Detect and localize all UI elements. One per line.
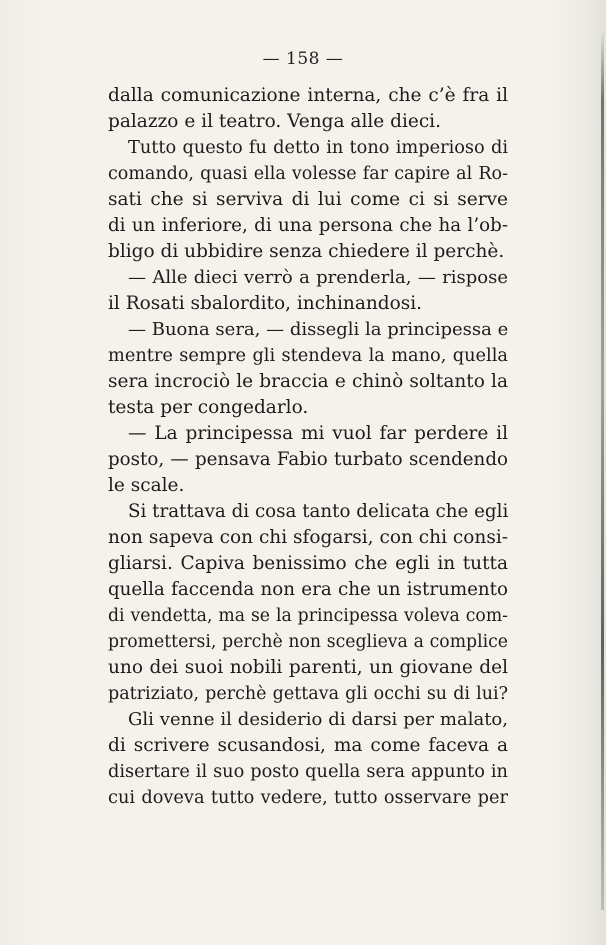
text-line: patriziato, perchè gettava gli occhi su di lui? [108,684,508,704]
text-line: mentre sempre gli stendeva la mano, quella [108,346,508,366]
text-line: gliarsi. Capiva benissimo che egli in tutta [108,553,508,574]
text-line: Tutto questo fu detto in tono imperioso di [128,138,508,158]
text-line: di scrivere scusandosi, ma come faceva a [108,735,508,756]
page-number: — 158 — [262,49,344,69]
text-line: — Buona sera, — dissegli la principessa e [128,319,509,340]
text-line: sati che si serviva di lui come ci si serve [108,189,508,210]
text-line: — Alle dieci verrò a prenderla, — rispose [128,267,508,288]
text-line: promettersi, perchè non sceglieva a complice [108,632,508,652]
text-line: disertare il suo posto quella sera appunto in [108,762,508,782]
text-line: dalla comunicazione interna, che c’è fra il [108,85,508,106]
text-line: cui doveva tutto vedere, tutto osservare per [108,788,508,808]
text-line: Gli venne il desiderio di darsi per malato, [128,709,508,730]
text-line: le scale. [108,475,185,496]
text-line: posto, — pensava Fabio turbato scendendo [108,449,508,470]
text-line: palazzo e il teatro. Venga alle dieci. [108,111,441,132]
text-line: Si trattava di cosa tanto delicata che egli [128,501,509,522]
body-text [108,83,508,811]
text-line: bligo di ubbidire senza chiedere il perchè. [108,241,505,262]
text-line: sera incrociò le braccia e chinò soltanto la [108,371,508,392]
text-line: di un inferiore, di una persona che ha l’ob- [108,215,508,236]
text-line: — La principessa mi vuol far perdere il [128,423,508,444]
text-line: il Rosati sbalordito, inchinandosi. [108,293,423,314]
text-line: testa per congedarlo. [108,397,309,418]
text-line: di vendetta, ma se la principessa voleva com- [108,606,508,626]
text-line: non sapeva con chi sfogarsi, con chi consi- [108,527,508,548]
text-line: quella faccenda non era che un istrumento [108,579,508,600]
text-line: comando, quasi ella volesse far capire al Ro- [108,164,508,184]
page-edge-shadow [601,30,604,910]
text-line: uno dei suoi nobili parenti, un giovane del [108,657,508,678]
